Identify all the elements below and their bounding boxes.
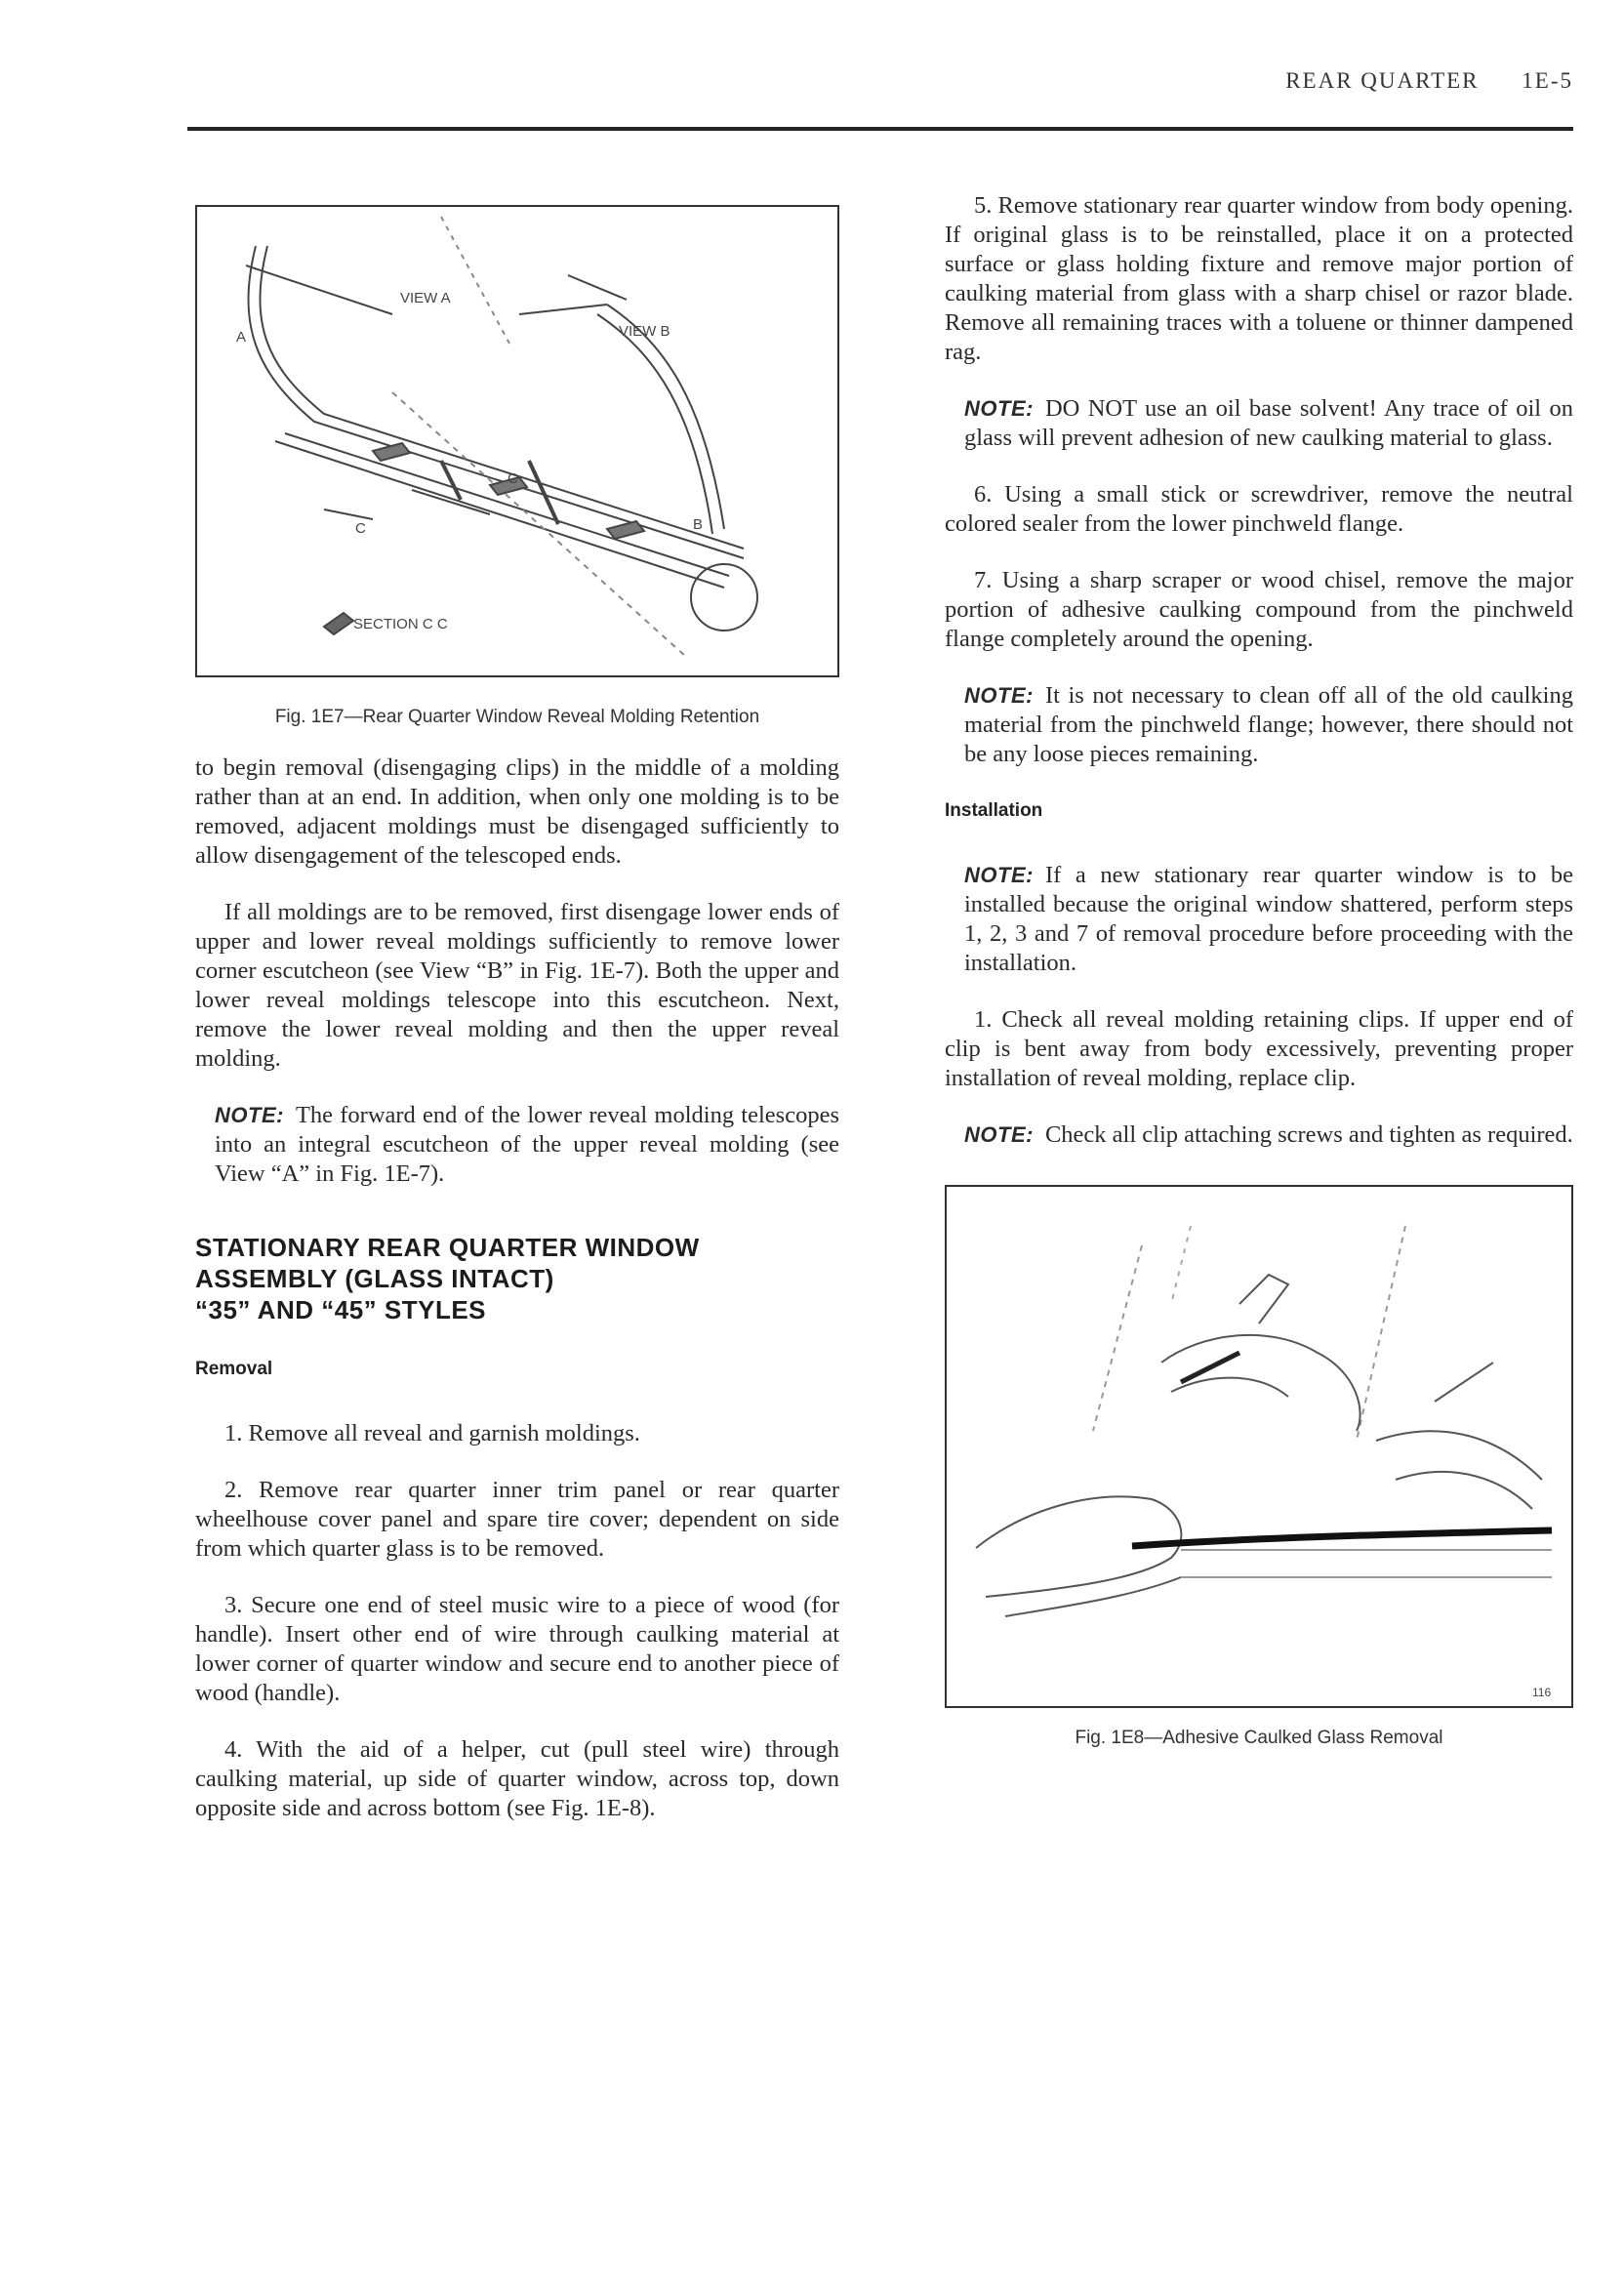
subheading-removal: Removal	[195, 1359, 273, 1379]
note-text: DO NOT use an oil base solvent! Any trace of oil on glass will prevent adhesion of new caulking material to glass.	[964, 395, 1573, 451]
note-label: NOTE:	[215, 1103, 284, 1127]
section-heading-line: “35” AND “45” STYLES	[195, 1295, 487, 1324]
page-number: 1E-5	[1522, 68, 1573, 93]
note-forward-end	[195, 1101, 839, 1189]
step-2: 2. Remove rear quarter inner trim panel or rear quarter wheelhouse cover panel and spare tire cover; dependent on side from which quarter glass is to be removed.	[195, 1477, 839, 1562]
reveal-molding-illustration	[197, 207, 837, 675]
installation-step-1: 1. Check all reveal molding retaining clips. If upper end of clip is bent away from body excessively, preventing proper installation of reveal molding, replace clip.	[945, 1006, 1573, 1091]
paragraph-all-moldings: If all moldings are to be removed, first disengage lower ends of upper and lower reveal moldings sufficiently to remove lower corner escutcheon (see View “B” in Fig. 1E-7). Both the upper and lower reveal moldings telescope into this escutcheon. Next, remove the lower reveal molding and then the upper reveal molding.	[195, 899, 839, 1072]
note-label: NOTE:	[964, 1122, 1034, 1147]
label-view-b: VIEW B	[619, 323, 670, 340]
step-1: 1. Remove all reveal and garnish moldings.	[224, 1420, 640, 1446]
caulked-glass-removal-illustration	[947, 1187, 1571, 1706]
note-text: It is not necessary to clean off all of the old caulking material from the pinchweld flange; however, there should not be any loose pieces remaining.	[964, 682, 1573, 767]
subheading-installation: Installation	[945, 800, 1043, 821]
label-a: A	[236, 329, 247, 346]
note-label: NOTE:	[964, 396, 1034, 421]
label-c-top: C	[508, 470, 518, 487]
header-rule	[187, 127, 1573, 131]
step-5: 5. Remove stationary rear quarter window from body opening. If original glass is to be reinstalled, place it on a protected surface or glass holding fixture and remove major portion of caulking material from glass with a sharp chisel or razor blade. Remove all remaining traces with a toluene or thinner dampened rag.	[945, 192, 1573, 365]
label-b: B	[693, 516, 704, 533]
step-3: 3. Secure one end of steel music wire to a piece of wood (for handle). Insert other end of wire through caulking material at lower corner of quarter window and secure end to another piece of wood (handle).	[195, 1592, 839, 1706]
section-heading-line: ASSEMBLY (GLASS INTACT)	[195, 1264, 554, 1293]
figure-1e7	[195, 205, 839, 677]
note-clip-screws	[945, 1120, 1573, 1150]
section-heading	[195, 1232, 839, 1325]
step-4: 4. With the aid of a helper, cut (pull steel wire) through caulking material, up side of quarter window, across top, down opposite side and across bottom (see Fig. 1E-8).	[195, 1736, 839, 1821]
section-heading-line: STATIONARY REAR QUARTER WINDOW	[195, 1233, 700, 1262]
note-text: Check all clip attaching screws and tighten as required.	[1044, 1121, 1573, 1148]
figure-code: 116	[1532, 1686, 1552, 1699]
note-text: If a new stationary rear quarter window is to be installed because the original window shattered, perform steps 1, 2, 3 and 7 of removal procedure before proceeding with the installation.	[964, 862, 1573, 976]
label-view-a: VIEW A	[400, 290, 451, 306]
step-7: 7. Using a sharp scraper or wood chisel, remove the major portion of adhesive caulking compound from the pinchweld flange completely around the opening.	[945, 567, 1573, 652]
note-old-caulking	[945, 681, 1573, 769]
note-label: NOTE:	[964, 863, 1034, 887]
note-text: The forward end of the lower reveal molding telescopes into an integral escutcheon of the upper reveal molding (see View “A” in Fig. 1E-7).	[215, 1102, 839, 1187]
note-label: NOTE:	[964, 683, 1034, 708]
paragraph-molding-removal: to begin removal (disengaging clips) in the middle of a molding rather than at an end. In addition, when only one molding is to be removed, adjacent moldings must be disengaged sufficiently to allow disengagement of the telescoped ends.	[195, 754, 839, 869]
label-section: SECTION C C	[353, 616, 448, 632]
figure-1e7-caption: Fig. 1E7—Rear Quarter Window Reveal Molding Retention	[274, 707, 760, 727]
running-title: REAR QUARTER	[1285, 68, 1480, 93]
right-column	[945, 191, 1573, 1753]
figure-1e8-caption: Fig. 1E8—Adhesive Caulked Glass Removal	[1075, 1728, 1443, 1748]
note-new-window	[945, 861, 1573, 978]
note-oil-solvent	[945, 394, 1573, 453]
label-c-left: C	[355, 520, 366, 537]
step-6: 6. Using a small stick or screwdriver, remove the neutral colored sealer from the lower pinchweld flange.	[945, 481, 1573, 537]
page-header	[0, 68, 1573, 94]
left-column	[195, 205, 839, 1851]
figure-1e8	[945, 1185, 1573, 1708]
